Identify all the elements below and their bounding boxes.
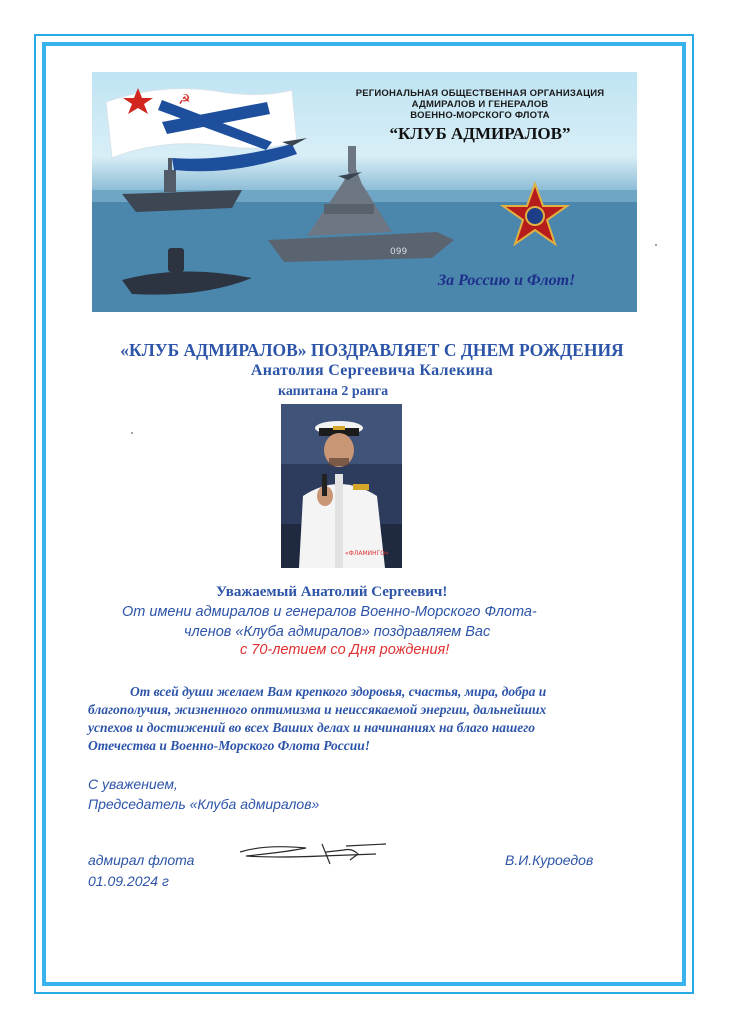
salutation: Уважаемый Анатолий Сергеевич! [216, 584, 448, 600]
svg-text:«ФЛАМИНГО»: «ФЛАМИНГО» [345, 550, 389, 557]
org-line-1: РЕГИОНАЛЬНАЯ ОБЩЕСТВЕННАЯ ОРГАНИЗАЦИЯ [355, 88, 605, 99]
wishes-line-2: благополучия, жизненного оптимизма и неиссякаемой энергии, дальнейших [88, 702, 547, 717]
scan-speck [131, 432, 133, 434]
org-description [330, 88, 630, 121]
svg-text:099: 099 [390, 247, 408, 257]
greeting-line-2: членов «Клуба адмиралов» поздравляем Вас [184, 624, 491, 640]
svg-text:☭: ☭ [178, 92, 191, 108]
greeting-line-1: От имени адмиралов и генералов Военно-Морского Флота- [122, 604, 537, 620]
anniversary-line: с 70-летием со Дня рождения! [240, 642, 450, 658]
wishes-line-4: Отечества и Военно-Морского Флота России! [88, 738, 371, 753]
signatory-name: В.И.Куроедов [505, 852, 594, 868]
scan-speck [655, 244, 657, 246]
org-name: “КЛУБ АДМИРАЛОВ” [389, 124, 571, 143]
signatory-rank: адмирал флота [88, 852, 195, 868]
wishes-line-1: От всей души желаем Вам крепкого здоровья, счастья, мира, добра и [130, 684, 547, 699]
letter-date: 01.09.2024 г [88, 873, 169, 889]
banner-motto: За Россию и Флот! [438, 272, 576, 289]
regards: С уважением, [88, 776, 178, 792]
wishes-line-3: успехов и достижений во всех Ваших делах и начинаниях на благо нашего [88, 720, 536, 735]
org-line-3: ВОЕННО-МОРСКОГО ФЛОТА [410, 110, 550, 121]
recipient-name: Анатолия Сергеевича Калекина [250, 362, 494, 379]
recipient-rank: капитана 2 ранга [278, 384, 389, 399]
portrait-photo [281, 404, 402, 568]
handwritten-signature [226, 838, 396, 868]
org-line-2: АДМИРАЛОВ И ГЕНЕРАЛОВ [411, 99, 549, 110]
chairman-title: Председатель «Клуба адмиралов» [88, 796, 320, 812]
congratulation-heading: «КЛУБ АДМИРАЛОВ» ПОЗДРАВЛЯЕТ С ДНЕМ РОЖДЕНИЯ [120, 340, 624, 360]
